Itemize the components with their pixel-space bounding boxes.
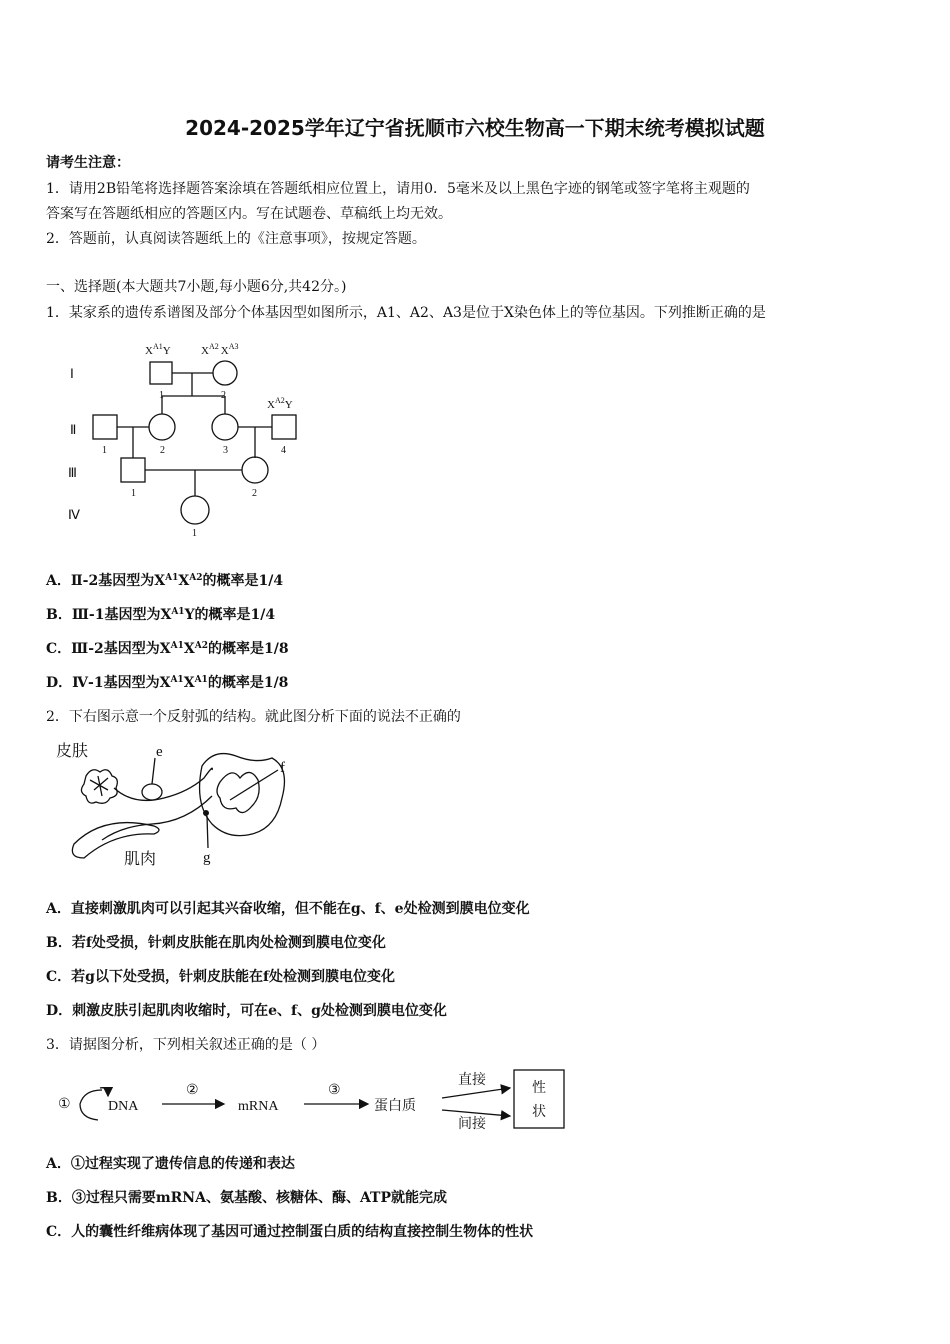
page-title: 2024-2025学年辽宁省抚顺市六校生物高一下期末统考模拟试题 xyxy=(185,116,765,140)
num-III2: 2 xyxy=(252,488,257,499)
gray-matter xyxy=(217,772,259,812)
pedigree-I2-female xyxy=(213,361,237,385)
pedigree-II3-female xyxy=(212,414,238,440)
q1-option-c: C．Ⅲ-2基因型为$X^{A1}X^{A2}$的概率是1/8 xyxy=(46,641,289,657)
replication-loop xyxy=(80,1090,102,1120)
label-trait-2: 状 xyxy=(532,1105,546,1120)
pedigree-IV1-female xyxy=(181,496,209,524)
gen-label-2: Ⅱ xyxy=(70,422,77,437)
pedigree-I1-male xyxy=(150,362,172,384)
q1-option-a: A．Ⅱ-2基因型为$X^{A1}X^{A2}$的概率是1/4 xyxy=(46,573,284,589)
label-skin: 皮肤 xyxy=(56,743,89,760)
q2-option-b: B．若f处受损，针刺皮肤能在肌肉处检测到膜电位变化 xyxy=(46,935,386,951)
q3-option-a: A．①过程实现了遗传信息的传递和表达 xyxy=(46,1156,295,1172)
q3-option-b: B．③过程只需要mRNA、氨基酸、核糖体、酶、ATP就能完成 xyxy=(46,1190,447,1206)
pedigree-II4-male xyxy=(272,415,296,439)
num-II4: 4 xyxy=(281,445,286,456)
label-mrna: mRNA xyxy=(238,1099,279,1114)
q3-option-c: C．人的囊性纤维病体现了基因可通过控制蛋白质的结构直接控制生物体的性状 xyxy=(46,1224,534,1240)
num-I2: 2 xyxy=(221,390,226,401)
gen-label-4: Ⅳ xyxy=(68,507,80,522)
num-II3: 3 xyxy=(223,445,228,456)
pedigree-II1-male xyxy=(93,415,117,439)
label-muscle: 肌肉 xyxy=(124,851,157,868)
q1-option-b: B．Ⅲ-1基因型为$X^{A1}Y$的概率是1/4 xyxy=(46,607,276,623)
num-III1: 1 xyxy=(131,488,136,499)
num-II2: 2 xyxy=(160,445,165,456)
gen-label-1: Ⅰ xyxy=(70,366,74,381)
notice-heading: 请考生注意： xyxy=(46,155,130,171)
q2-option-c: C．若g以下处受损，针刺皮肤能在f处检测到膜电位变化 xyxy=(46,969,395,985)
pedigree-chart xyxy=(55,338,325,553)
label-process-1: ① xyxy=(58,1097,71,1112)
num-I1: 1 xyxy=(159,390,164,401)
label-f: f xyxy=(280,760,285,776)
spinal-cord xyxy=(200,754,285,836)
q2-option-d: D．刺激皮肤引起肌肉收缩时，可在e、f、g处检测到膜电位变化 xyxy=(46,1003,447,1019)
pedigree-III1-male xyxy=(121,458,145,482)
skin-receptor xyxy=(81,770,117,804)
label-trait-1: 性 xyxy=(532,1081,546,1096)
label-process-3: ③ xyxy=(328,1083,341,1098)
label-e: e xyxy=(156,744,163,760)
notice-line-2: 答案写在答题纸相应的答题区内。写在试题卷、草稿纸上均无效。 xyxy=(46,206,452,222)
reflex-arc-figure xyxy=(52,736,302,871)
genotype-I2: $X^{A2}$ $X^{A3}$ xyxy=(201,342,239,357)
q1-option-d: D．Ⅳ-1基因型为$X^{A1}X^{A1}$的概率是1/8 xyxy=(46,675,289,691)
label-indirect: 间接 xyxy=(458,1117,486,1132)
label-protein: 蛋白质 xyxy=(374,1099,416,1114)
num-II1: 1 xyxy=(102,445,107,456)
label-direct: 直接 xyxy=(458,1073,486,1088)
q2-stem: 2．下右图示意一个反射弧的结构。就此图分析下面的说法不正确的 xyxy=(46,709,461,725)
gen-label-3: Ⅲ xyxy=(68,465,77,480)
q1-stem: 1．某家系的遗传系谱图及部分个体基因型如图所示，A1、A2、A3是位于X染色体上的等位基因。下列推断正确的是 xyxy=(46,305,766,321)
pedigree-II2-female xyxy=(149,414,175,440)
section-heading: 一、选择题(本大题共7小题,每小题6分,共42分。) xyxy=(46,279,347,295)
genotype-II4: $X^{A2}Y$ xyxy=(267,396,293,411)
notice-line-3: 2．答题前，认真阅读答题纸上的《注意事项》，按规定答题。 xyxy=(46,231,426,247)
ganglion-e xyxy=(142,784,162,800)
genotype-I1: $X^{A1}Y$ xyxy=(145,342,171,357)
num-IV1: 1 xyxy=(192,528,197,539)
pedigree-III2-female xyxy=(242,457,268,483)
q3-stem: 3．请据图分析，下列相关叙述正确的是（ ） xyxy=(46,1037,326,1053)
label-g: g xyxy=(203,850,211,866)
notice-line-1: 1．请用2B铅笔将选择题答案涂填在答题纸相应位置上，请用0．5毫米及以上黑色字迹的钢笔或签字笔将主观题的 xyxy=(46,181,750,197)
gene-expression-figure xyxy=(56,1064,578,1134)
label-process-2: ② xyxy=(186,1083,199,1098)
q2-option-a: A．直接刺激肌肉可以引起其兴奋收缩，但不能在g、f、e处检测到膜电位变化 xyxy=(46,901,530,917)
label-dna: DNA xyxy=(108,1099,139,1114)
